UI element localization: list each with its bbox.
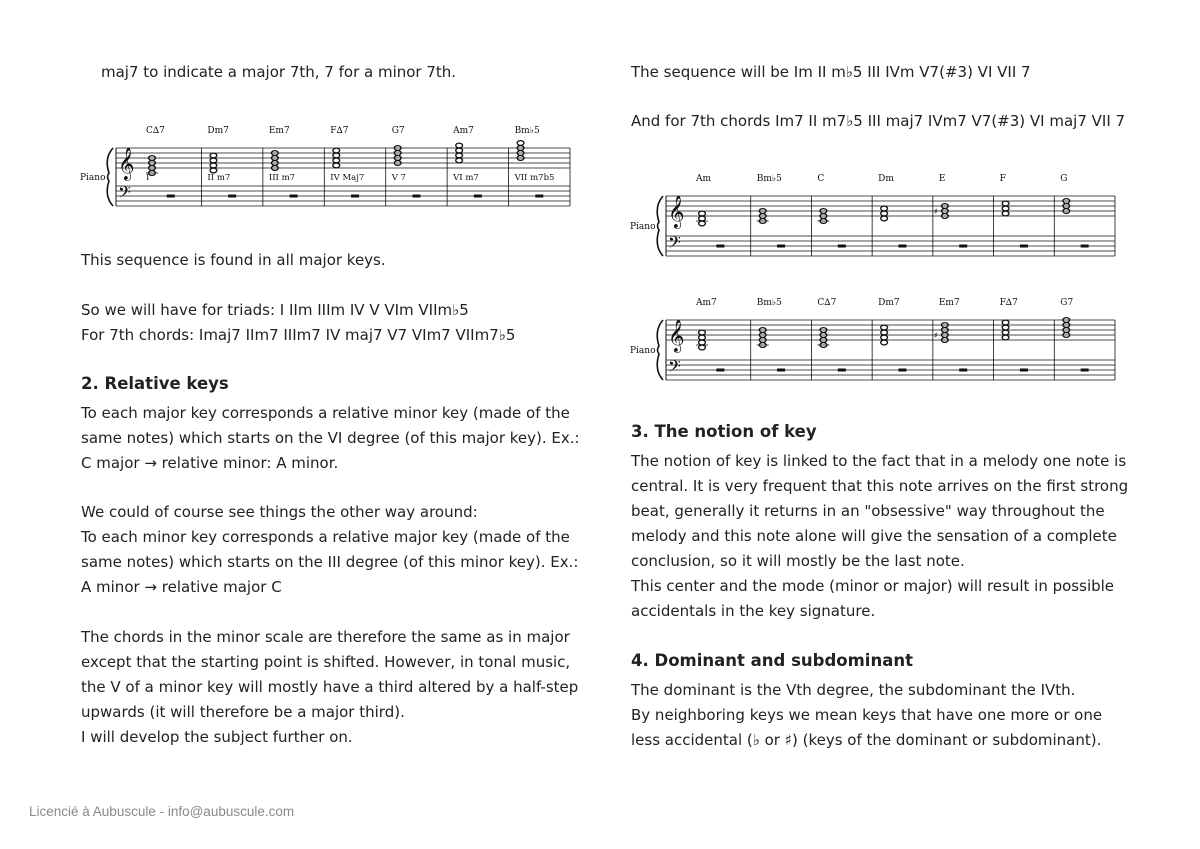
text-line: To each major key corresponds a relative minor key (made of the [81,404,570,422]
note-head [699,330,706,335]
degree-label: VII m7b5 [514,173,555,183]
text-line: We could of course see things the other way around: [81,503,478,521]
text-line: I will develop the subject further on. [81,728,353,746]
chord-symbol: Dm7 [207,126,229,136]
text-line: melody and this note alone will give the sensation of a complete [631,527,1117,545]
section-heading-relative-keys: 2. Relative keys [81,374,229,393]
note-head [210,163,217,168]
text-line: central. It is very frequent that this note arrives on the first strong [631,477,1129,495]
whole-rest [474,195,482,198]
text-line: accidentals in the key signature. [631,602,876,620]
chord-symbol: Bm♭5 [756,298,782,308]
chord-symbol: Dm [878,174,894,184]
treble-clef-icon: 𝄞 [668,195,685,228]
text-line: This center and the mode (minor or major) will result in possible [631,577,1115,595]
piano-brace [107,148,113,206]
relative-keys-paragraph-1 [81,401,580,476]
instrument-label: Piano [630,346,656,356]
relative-keys-paragraph-2 [81,500,579,600]
note-head [456,143,463,148]
piano-brace [657,196,663,256]
chord-symbol: E [938,174,946,184]
notion-of-key-paragraph [631,449,1129,624]
whole-rest [838,245,846,248]
whole-rest [777,369,785,372]
note-head [881,211,888,216]
bass-clef-icon: 𝄢 [118,182,131,206]
note-head [881,325,888,330]
chord-symbol: F∆7 [330,126,349,136]
whole-rest [228,195,236,198]
note-head [699,211,706,216]
chord-symbol: Em7 [938,298,960,308]
text-line: To each minor key corresponds a relative major key (made of the [81,528,570,546]
whole-rest [716,245,724,248]
treble-clef-icon: 𝄞 [668,319,685,352]
piano-brace [657,320,663,380]
text-line: the V of a minor key will mostly have a third altered by a half-step [81,678,579,696]
text-line: beat, generally it returns in an "obsessive" way throughout the [631,502,1105,520]
treble-clef-icon: 𝄞 [118,147,135,180]
text-line: less accidental (♭ or ♯) (keys of the dominant or subdominant). [631,731,1102,749]
chord-symbol: G [1060,174,1068,184]
whole-rest [1081,245,1089,248]
score-major-sevenths [78,120,578,212]
note-head [1002,320,1009,325]
note-head [456,158,463,163]
triads-line: So we will have for triads: I IIm IIIm IV V VIm VIIm♭5 [81,301,469,319]
text-line: upwards (it will therefore be a major third). [81,703,405,721]
degree-label: IV Maj7 [330,173,365,183]
bass-clef-icon: 𝄢 [668,356,681,380]
note-head [699,345,706,350]
note-head [333,153,340,158]
whole-rest [412,195,420,198]
note-head [333,148,340,153]
text-line: same notes) which starts on the III degree (of this minor key). Ex.: [81,553,579,571]
whole-rest [959,369,967,372]
note-head [333,158,340,163]
text-line: conclusion, so it will mostly be the last note. [631,552,965,570]
note-head [1002,330,1009,335]
sharp-icon: ♯ [933,331,938,340]
whole-rest [959,245,967,248]
degree-label: VI m7 [453,173,479,183]
chord-symbol: Am [696,174,712,184]
section-heading-notion-of-key: 3. The notion of key [631,422,817,441]
whole-rest [167,195,175,198]
section-heading-dominant-subdominant: 4. Dominant and subdominant [631,651,913,670]
chord-symbol: Bm♭5 [514,126,540,136]
note-head [1002,211,1009,216]
text-line: C major → relative minor: A minor. [81,454,339,472]
chord-symbol: C∆7 [817,298,837,308]
chord-symbol: C [817,174,825,184]
chord-symbol: G7 [391,126,405,136]
degree-label: II m7 [207,173,231,183]
whole-rest [1020,245,1028,248]
chord-symbol: Em7 [268,126,290,136]
whole-rest [716,369,724,372]
note-head [210,158,217,163]
note-head [881,330,888,335]
note-head [699,340,706,345]
note-head [699,221,706,226]
dominant-paragraph [631,678,1126,753]
text-line: except that the starting point is shifted. However, in tonal music, [81,653,571,671]
sharp-icon: ♯ [933,207,938,216]
note-head [881,206,888,211]
score-minor-triads [628,170,1123,262]
chord-symbol: C∆7 [146,126,165,136]
degree-label: III m7 [268,173,296,183]
degree-label: I [146,173,150,183]
intro-line: maj7 to indicate a major 7th, 7 for a minor 7th. [101,63,457,81]
note-head [881,216,888,221]
chord-symbol: Am7 [696,298,717,308]
note-head [1002,206,1009,211]
whole-rest [351,195,359,198]
text-line: same notes) which starts on the VI degree (of this major key). Ex.: [81,429,580,447]
minor-seventh-line: And for 7th chords Im7 II m7♭5 III maj7 IVm7 V7(#3) VI maj7 VII 7 [631,112,1126,130]
whole-rest [1020,369,1028,372]
note-head [699,216,706,221]
sequence-text: This sequence is found in all major keys. [81,251,386,269]
text-line: The notion of key is linked to the fact that in a melody one note is [631,452,1127,470]
chord-symbol: Am7 [453,126,474,136]
whole-rest [777,245,785,248]
note-head [699,335,706,340]
bass-clef-icon: 𝄢 [668,232,681,256]
whole-rest [838,369,846,372]
whole-rest [899,369,907,372]
text-line: By neighboring keys we mean keys that have one more or one [631,706,1103,724]
minor-sequence-line: The sequence will be Im II m♭5 III IVm V7(#3) VI VII 7 [631,63,1031,81]
score-minor-sevenths [628,294,1123,386]
text-line: The chords in the minor scale are therefore the same as in major [81,628,570,646]
note-head [1002,325,1009,330]
instrument-label: Piano [80,173,106,183]
note-head [456,153,463,158]
license-footer: Licencié à Aubuscule - info@aubuscule.com [29,804,295,819]
note-head [881,335,888,340]
whole-rest [1081,369,1089,372]
chord-symbol: Bm♭5 [756,174,782,184]
text-line: The dominant is the Vth degree, the subdominant the IVth. [631,681,1076,699]
chord-symbol: F [999,174,1006,184]
chord-symbol: F∆7 [999,298,1018,308]
note-head [210,153,217,158]
whole-rest [899,245,907,248]
seventh-chords-line: For 7th chords: Imaj7 IIm7 IIIm7 IV maj7 V7 VIm7 VIIm7♭5 [81,326,516,344]
whole-rest [290,195,298,198]
chord-symbol: Dm7 [878,298,900,308]
text-line: A minor → relative major C [81,578,282,596]
note-head [1002,335,1009,340]
degree-label: V 7 [391,173,406,183]
relative-keys-paragraph-3 [81,625,579,750]
note-head [333,163,340,168]
note-head [1002,201,1009,206]
note-head [881,340,888,345]
whole-rest [535,195,543,198]
note-head [456,148,463,153]
note-head [517,141,524,146]
chord-symbol: G7 [1060,298,1074,308]
instrument-label: Piano [630,222,656,232]
